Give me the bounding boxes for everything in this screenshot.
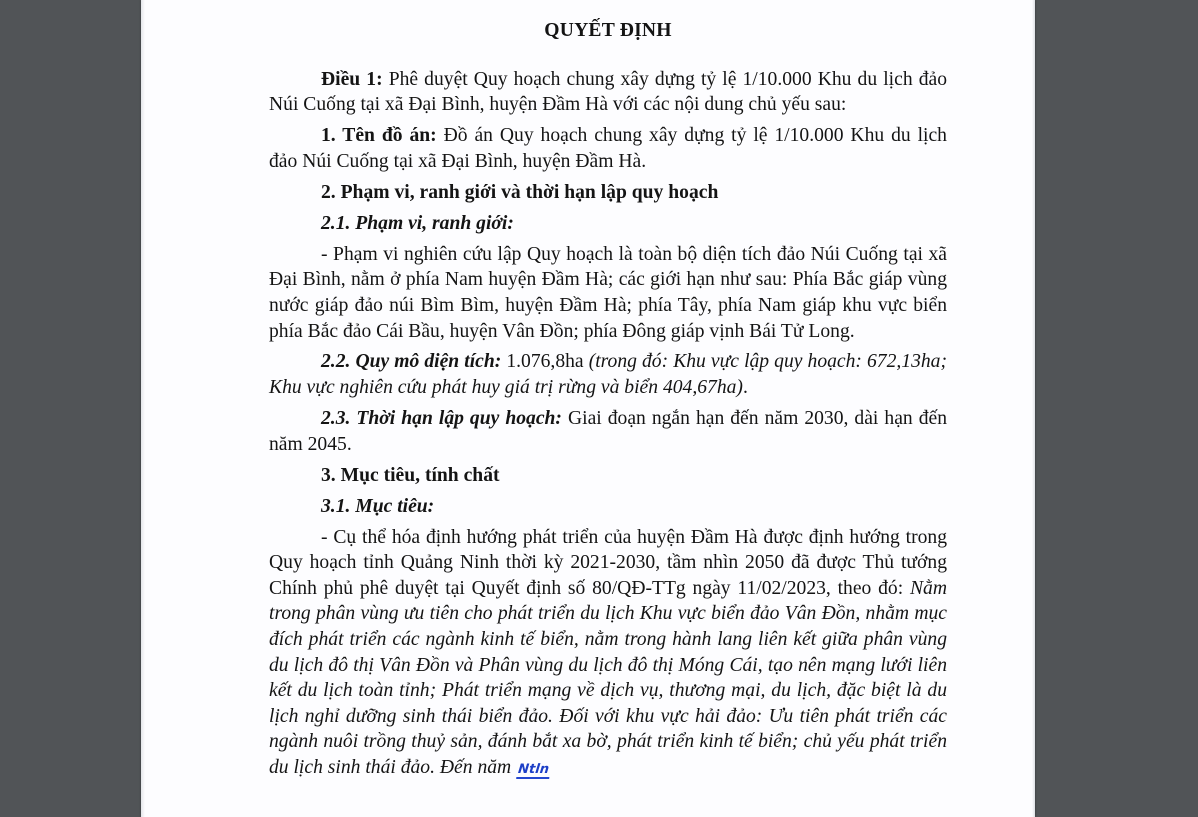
article-1 (269, 67, 947, 118)
section-3-1-heading (269, 494, 947, 520)
section-2-2-note: (trong đó: Khu vực lập quy hoạch: 672,13ha; Khu vực nghiên cứu phát huy giá trị rừng và biển 404,67ha) (269, 351, 947, 399)
section-3-1-text: - Cụ thể hóa định hướng phát triển của huyện Đầm Hà được định hướng trong Quy hoạch tỉnh Quảng Ninh thời kỳ 2021-2030, tầm nhìn 2050 đã được Thủ tướng Chính phủ phê duyệt tại Quyết định số 80/QĐ-TTg ngày 11/02/2023, theo đó: (269, 526, 947, 599)
section-2-1-text: - Phạm vi nghiên cứu lập Quy hoạch là toàn bộ diện tích đảo Núi Cuống tại xã Đại Bình, nằm ở phía Nam huyện Đầm Hà; các giới hạn như sau: Phía Bắc giáp vùng nước giáp đảo núi Bìm Bìm, huyện Đầm Hà; phía Tây, phía Nam giáp khu vực biển phía Bắc đảo Cái Bầu, huyện Vân Đồn; phía Đông giáp vịnh Bái Tử Long. (269, 243, 947, 342)
article-1-label: Điều 1: (321, 68, 383, 90)
section-2-3-text: Giai đoạn ngắn hạn đến năm 2030, dài hạn đến năm 2045. (269, 408, 947, 455)
section-2-3-heading: 2.3. Thời hạn lập quy hoạch: (321, 408, 562, 430)
page-content (269, 12, 947, 786)
section-2-2 (269, 349, 947, 400)
section-1-text: Đồ án Quy hoạch chung xây dựng tỷ lệ 1/10.000 Khu du lịch đảo Núi Cuống tại xã Đại Bình, huyện Đầm Hà. (269, 125, 947, 172)
section-2-2-heading: 2.2. Quy mô diện tích: (321, 351, 502, 373)
section-2-1-heading-text: 2.1. Phạm vi, ranh giới: (321, 212, 514, 234)
section-1-label: 1. Tên đồ án: (321, 125, 437, 147)
section-2-heading-text: 2. Phạm vi, ranh giới và thời hạn lập quy hoạch (321, 181, 719, 203)
article-1-text: Phê duyệt Quy hoạch chung xây dựng tỷ lệ 1/10.000 Khu du lịch đảo Núi Cuống tại xã Đại Bình, huyện Đầm Hà với các nội dung chủ yếu sau: (269, 68, 947, 116)
section-2-1-heading (269, 211, 947, 237)
section-3-1-heading-text: 3.1. Mục tiêu: (321, 495, 435, 517)
section-3-heading (269, 463, 947, 489)
section-2-2-end: . (742, 377, 748, 399)
document-title: QUYẾT ĐỊNH (544, 20, 672, 41)
document-page (141, 0, 1035, 817)
section-2-1-body (269, 242, 947, 344)
section-2-heading (269, 180, 947, 206)
handwritten-initial: Ntln (517, 761, 550, 777)
section-3-1-body (269, 525, 947, 781)
section-3-heading-text: 3. Mục tiêu, tính chất (321, 464, 500, 486)
section-2-2-value: 1.076,8ha (501, 351, 589, 373)
section-3-1-italic-text: Nằm trong phân vùng ưu tiên cho phát triển du lịch Khu vực biển đảo Vân Đồn, nhằm mục đích phát triển các ngành kinh tế biển, nằm trong hành lang liên kết giữa phân vùng du lịch đô thị Vân Đồn và Phân vùng du lịch đô thị Móng Cái, tạo nên mạng lưới liên kết du lịch toàn tỉnh; Phát triển mạng về dịch vụ, thương mại, du lịch, đặc biệt là du lịch nghỉ dưỡng sinh thái biển đảo. Đối với khu vực hải đảo: Ưu tiên phát triển các ngành nuôi trồng thuỷ sản, đánh bắt xa bờ, phát triển kinh tế biển; chủ yếu phát triển du lịch sinh thái đảo. Đến năm (269, 577, 947, 778)
section-1-project-name (269, 123, 947, 174)
section-2-3 (269, 406, 947, 457)
